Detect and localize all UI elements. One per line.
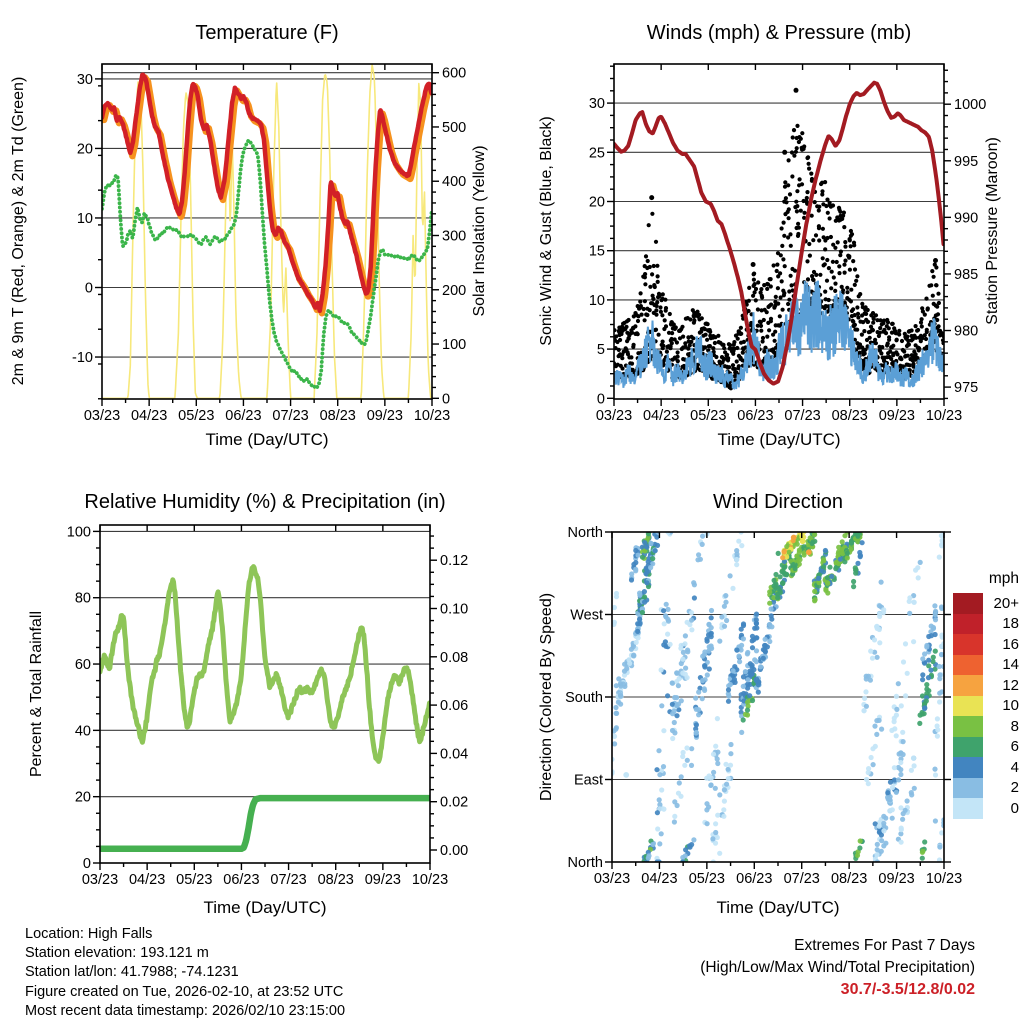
svg-text:05/23: 05/23 bbox=[688, 871, 726, 887]
svg-text:0.12: 0.12 bbox=[440, 553, 469, 570]
svg-text:-10: -10 bbox=[72, 350, 93, 367]
legend-swatch bbox=[953, 634, 983, 655]
legend-entry bbox=[953, 696, 1023, 717]
legend-swatch bbox=[953, 614, 983, 635]
extremes-title: Extremes For Past 7 Days bbox=[794, 937, 975, 954]
svg-text:0.10: 0.10 bbox=[440, 601, 469, 618]
svg-text:10: 10 bbox=[588, 292, 605, 309]
temperature-yaxis-right-label: Solar Insolation (Yellow) bbox=[471, 145, 488, 317]
legend-label: 4 bbox=[1010, 758, 1019, 776]
svg-text:40: 40 bbox=[74, 723, 91, 740]
svg-text:04/23: 04/23 bbox=[641, 871, 678, 887]
svg-text:08/23: 08/23 bbox=[319, 408, 356, 424]
legend-entry bbox=[953, 655, 1023, 676]
plot-area bbox=[100, 567, 430, 849]
station-elevation: Station elevation: 193.121 m bbox=[25, 945, 209, 962]
svg-text:0.00: 0.00 bbox=[440, 843, 469, 859]
axis-ticks bbox=[605, 532, 951, 869]
svg-text:0: 0 bbox=[596, 391, 605, 408]
legend-entry bbox=[953, 614, 1023, 635]
svg-text:500: 500 bbox=[442, 119, 467, 136]
svg-text:5: 5 bbox=[596, 342, 605, 359]
svg-text:0.06: 0.06 bbox=[440, 698, 469, 715]
extremes-subtitle: (High/Low/Max Wind/Total Precipitation) bbox=[700, 959, 975, 976]
legend-swatch bbox=[953, 737, 983, 758]
legend-label: 6 bbox=[1010, 738, 1019, 756]
legend-entry bbox=[953, 675, 1023, 696]
winds-mph-pressure-mb--chart bbox=[589, 64, 986, 424]
svg-text:South: South bbox=[565, 690, 603, 706]
legend-entry bbox=[953, 716, 1023, 737]
svg-text:07/23: 07/23 bbox=[783, 871, 820, 887]
station-info bbox=[25, 925, 345, 1021]
tick-labels bbox=[67, 524, 468, 888]
winds-pressure-chart-title: Winds (mph) & Pressure (mb) bbox=[646, 22, 912, 44]
svg-text:03/23: 03/23 bbox=[81, 872, 119, 888]
legend-swatch bbox=[953, 778, 983, 799]
wind-direction-chart-title: Wind Direction bbox=[712, 491, 844, 513]
legend-swatch bbox=[953, 696, 983, 717]
svg-text:04/23: 04/23 bbox=[642, 408, 680, 424]
total-rainfall-line bbox=[100, 798, 430, 849]
svg-text:1000: 1000 bbox=[954, 97, 987, 114]
temperature-yaxis-left-label: 2m & 9m T (Red, Orange) & 2m Td (Green) bbox=[10, 76, 27, 386]
svg-text:06/23: 06/23 bbox=[225, 408, 262, 424]
svg-text:10/23: 10/23 bbox=[925, 871, 963, 887]
svg-text:06/23: 06/23 bbox=[737, 408, 774, 424]
svg-text:600: 600 bbox=[442, 65, 467, 82]
winds-yaxis-right-label: Station Pressure (Maroon) bbox=[984, 137, 1001, 325]
station-location: Location: High Falls bbox=[25, 926, 153, 942]
temperature-f--chart bbox=[72, 64, 466, 424]
svg-text:20: 20 bbox=[588, 194, 605, 211]
extremes-value: 30.7/-3.5/12.8/0.02 bbox=[840, 981, 975, 998]
svg-text:10/23: 10/23 bbox=[413, 408, 451, 424]
svg-text:0: 0 bbox=[442, 391, 451, 408]
humidity-xaxis-label: Time (Day/UTC) bbox=[203, 898, 327, 917]
svg-text:North: North bbox=[567, 855, 603, 871]
wind-speed-legend bbox=[953, 570, 1023, 819]
plot-area bbox=[612, 83, 947, 391]
svg-text:985: 985 bbox=[954, 266, 979, 283]
legend-label: 2 bbox=[1010, 779, 1019, 797]
2m-temperature-line bbox=[102, 75, 432, 311]
svg-text:975: 975 bbox=[954, 380, 979, 397]
figure-created: Figure created on Tue, 2026-02-10, at 23:52 UTC bbox=[25, 983, 344, 1000]
svg-text:05/23: 05/23 bbox=[176, 872, 213, 888]
svg-text:400: 400 bbox=[442, 174, 467, 191]
legend-entry bbox=[953, 634, 1023, 655]
svg-text:09/23: 09/23 bbox=[878, 408, 916, 424]
station-latlon: Station lat/lon: 41.7988; -74.1231 bbox=[25, 964, 239, 981]
svg-text:09/23: 09/23 bbox=[366, 408, 404, 424]
svg-text:07/23: 07/23 bbox=[784, 408, 821, 424]
winds-yaxis-left-label: Sonic Wind & Gust (Blue, Black) bbox=[538, 116, 555, 346]
svg-text:100: 100 bbox=[442, 337, 467, 354]
legend-rows bbox=[953, 593, 1023, 819]
legend-entry bbox=[953, 798, 1023, 819]
svg-text:0.08: 0.08 bbox=[440, 649, 469, 666]
svg-text:08/23: 08/23 bbox=[830, 871, 868, 887]
svg-text:30: 30 bbox=[588, 96, 605, 113]
svg-text:980: 980 bbox=[954, 323, 979, 340]
legend-title: mph bbox=[988, 570, 1019, 587]
svg-text:30: 30 bbox=[76, 71, 93, 88]
wind-direction-xaxis-label: Time (Day/UTC) bbox=[716, 898, 840, 917]
svg-text:100: 100 bbox=[66, 524, 91, 541]
svg-text:04/23: 04/23 bbox=[128, 872, 166, 888]
svg-text:200: 200 bbox=[442, 282, 467, 299]
svg-text:East: East bbox=[573, 772, 603, 789]
humidity-yaxis-left-label: Percent & Total Rainfall bbox=[28, 610, 45, 778]
svg-text:03/23: 03/23 bbox=[595, 408, 633, 424]
legend-swatch bbox=[953, 798, 983, 819]
svg-text:07/23: 07/23 bbox=[272, 408, 309, 424]
svg-text:10/23: 10/23 bbox=[925, 408, 963, 424]
temperature-xaxis-label: Time (Day/UTC) bbox=[205, 430, 329, 449]
legend-label: 18 bbox=[1002, 615, 1019, 633]
legend-label: 12 bbox=[1002, 676, 1019, 694]
svg-text:995: 995 bbox=[954, 153, 979, 170]
svg-text:20: 20 bbox=[74, 789, 91, 806]
svg-text:09/23: 09/23 bbox=[364, 872, 402, 888]
relative-humidity-precipitation-in--chart bbox=[67, 524, 468, 888]
svg-text:0.04: 0.04 bbox=[440, 746, 469, 763]
svg-text:10/23: 10/23 bbox=[411, 872, 449, 888]
svg-text:25: 25 bbox=[588, 145, 605, 162]
svg-text:08/23: 08/23 bbox=[831, 408, 868, 424]
svg-text:07/23: 07/23 bbox=[270, 872, 307, 888]
legend-label: 0 bbox=[1010, 799, 1019, 817]
svg-text:08/23: 08/23 bbox=[317, 872, 354, 888]
wind-direction-chart bbox=[565, 525, 962, 887]
plot-area bbox=[102, 65, 432, 399]
svg-text:10: 10 bbox=[76, 210, 93, 227]
svg-text:15: 15 bbox=[588, 243, 605, 260]
data-timestamp: Most recent data timestamp: 2026/02/10 23:15:00 bbox=[25, 1002, 346, 1019]
legend-label: 8 bbox=[1010, 717, 1019, 735]
legend-swatch bbox=[953, 593, 983, 614]
legend-swatch bbox=[953, 757, 983, 778]
legend-swatch bbox=[953, 655, 983, 676]
svg-text:03/23: 03/23 bbox=[83, 408, 121, 424]
legend-label: 20+ bbox=[993, 594, 1019, 612]
svg-text:0: 0 bbox=[82, 856, 91, 872]
svg-text:06/23: 06/23 bbox=[223, 872, 260, 888]
svg-text:0: 0 bbox=[84, 280, 93, 297]
svg-text:05/23: 05/23 bbox=[178, 408, 215, 424]
svg-text:West: West bbox=[570, 607, 603, 624]
winds-xaxis-label: Time (Day/UTC) bbox=[717, 430, 841, 449]
extremes-block bbox=[700, 935, 975, 1001]
svg-text:North: North bbox=[567, 525, 603, 541]
legend-entry bbox=[953, 737, 1023, 758]
legend-entry bbox=[953, 778, 1023, 799]
legend-label: 16 bbox=[1002, 635, 1019, 653]
svg-text:03/23: 03/23 bbox=[593, 871, 631, 887]
temperature-chart-title: Temperature (F) bbox=[195, 22, 339, 44]
humidity-precip-chart-title: Relative Humidity (%) & Precipitation (in) bbox=[84, 491, 446, 513]
legend-label: 14 bbox=[1002, 656, 1019, 674]
svg-text:300: 300 bbox=[442, 228, 467, 245]
svg-text:09/23: 09/23 bbox=[878, 871, 915, 887]
svg-text:80: 80 bbox=[74, 590, 91, 607]
legend-swatch bbox=[953, 716, 983, 737]
wind-direction-yaxis-left-label: Direction (Colored By Speed) bbox=[538, 592, 555, 802]
svg-text:06/23: 06/23 bbox=[736, 871, 773, 887]
svg-text:04/23: 04/23 bbox=[130, 408, 168, 424]
legend-entry bbox=[953, 757, 1023, 778]
svg-text:20: 20 bbox=[76, 141, 93, 158]
svg-text:0.02: 0.02 bbox=[440, 794, 469, 811]
legend-label: 10 bbox=[1002, 697, 1019, 715]
svg-text:990: 990 bbox=[954, 210, 979, 227]
legend-swatch bbox=[953, 675, 983, 696]
svg-text:05/23: 05/23 bbox=[690, 408, 727, 424]
svg-text:60: 60 bbox=[74, 657, 91, 674]
legend-entry bbox=[953, 593, 1023, 614]
